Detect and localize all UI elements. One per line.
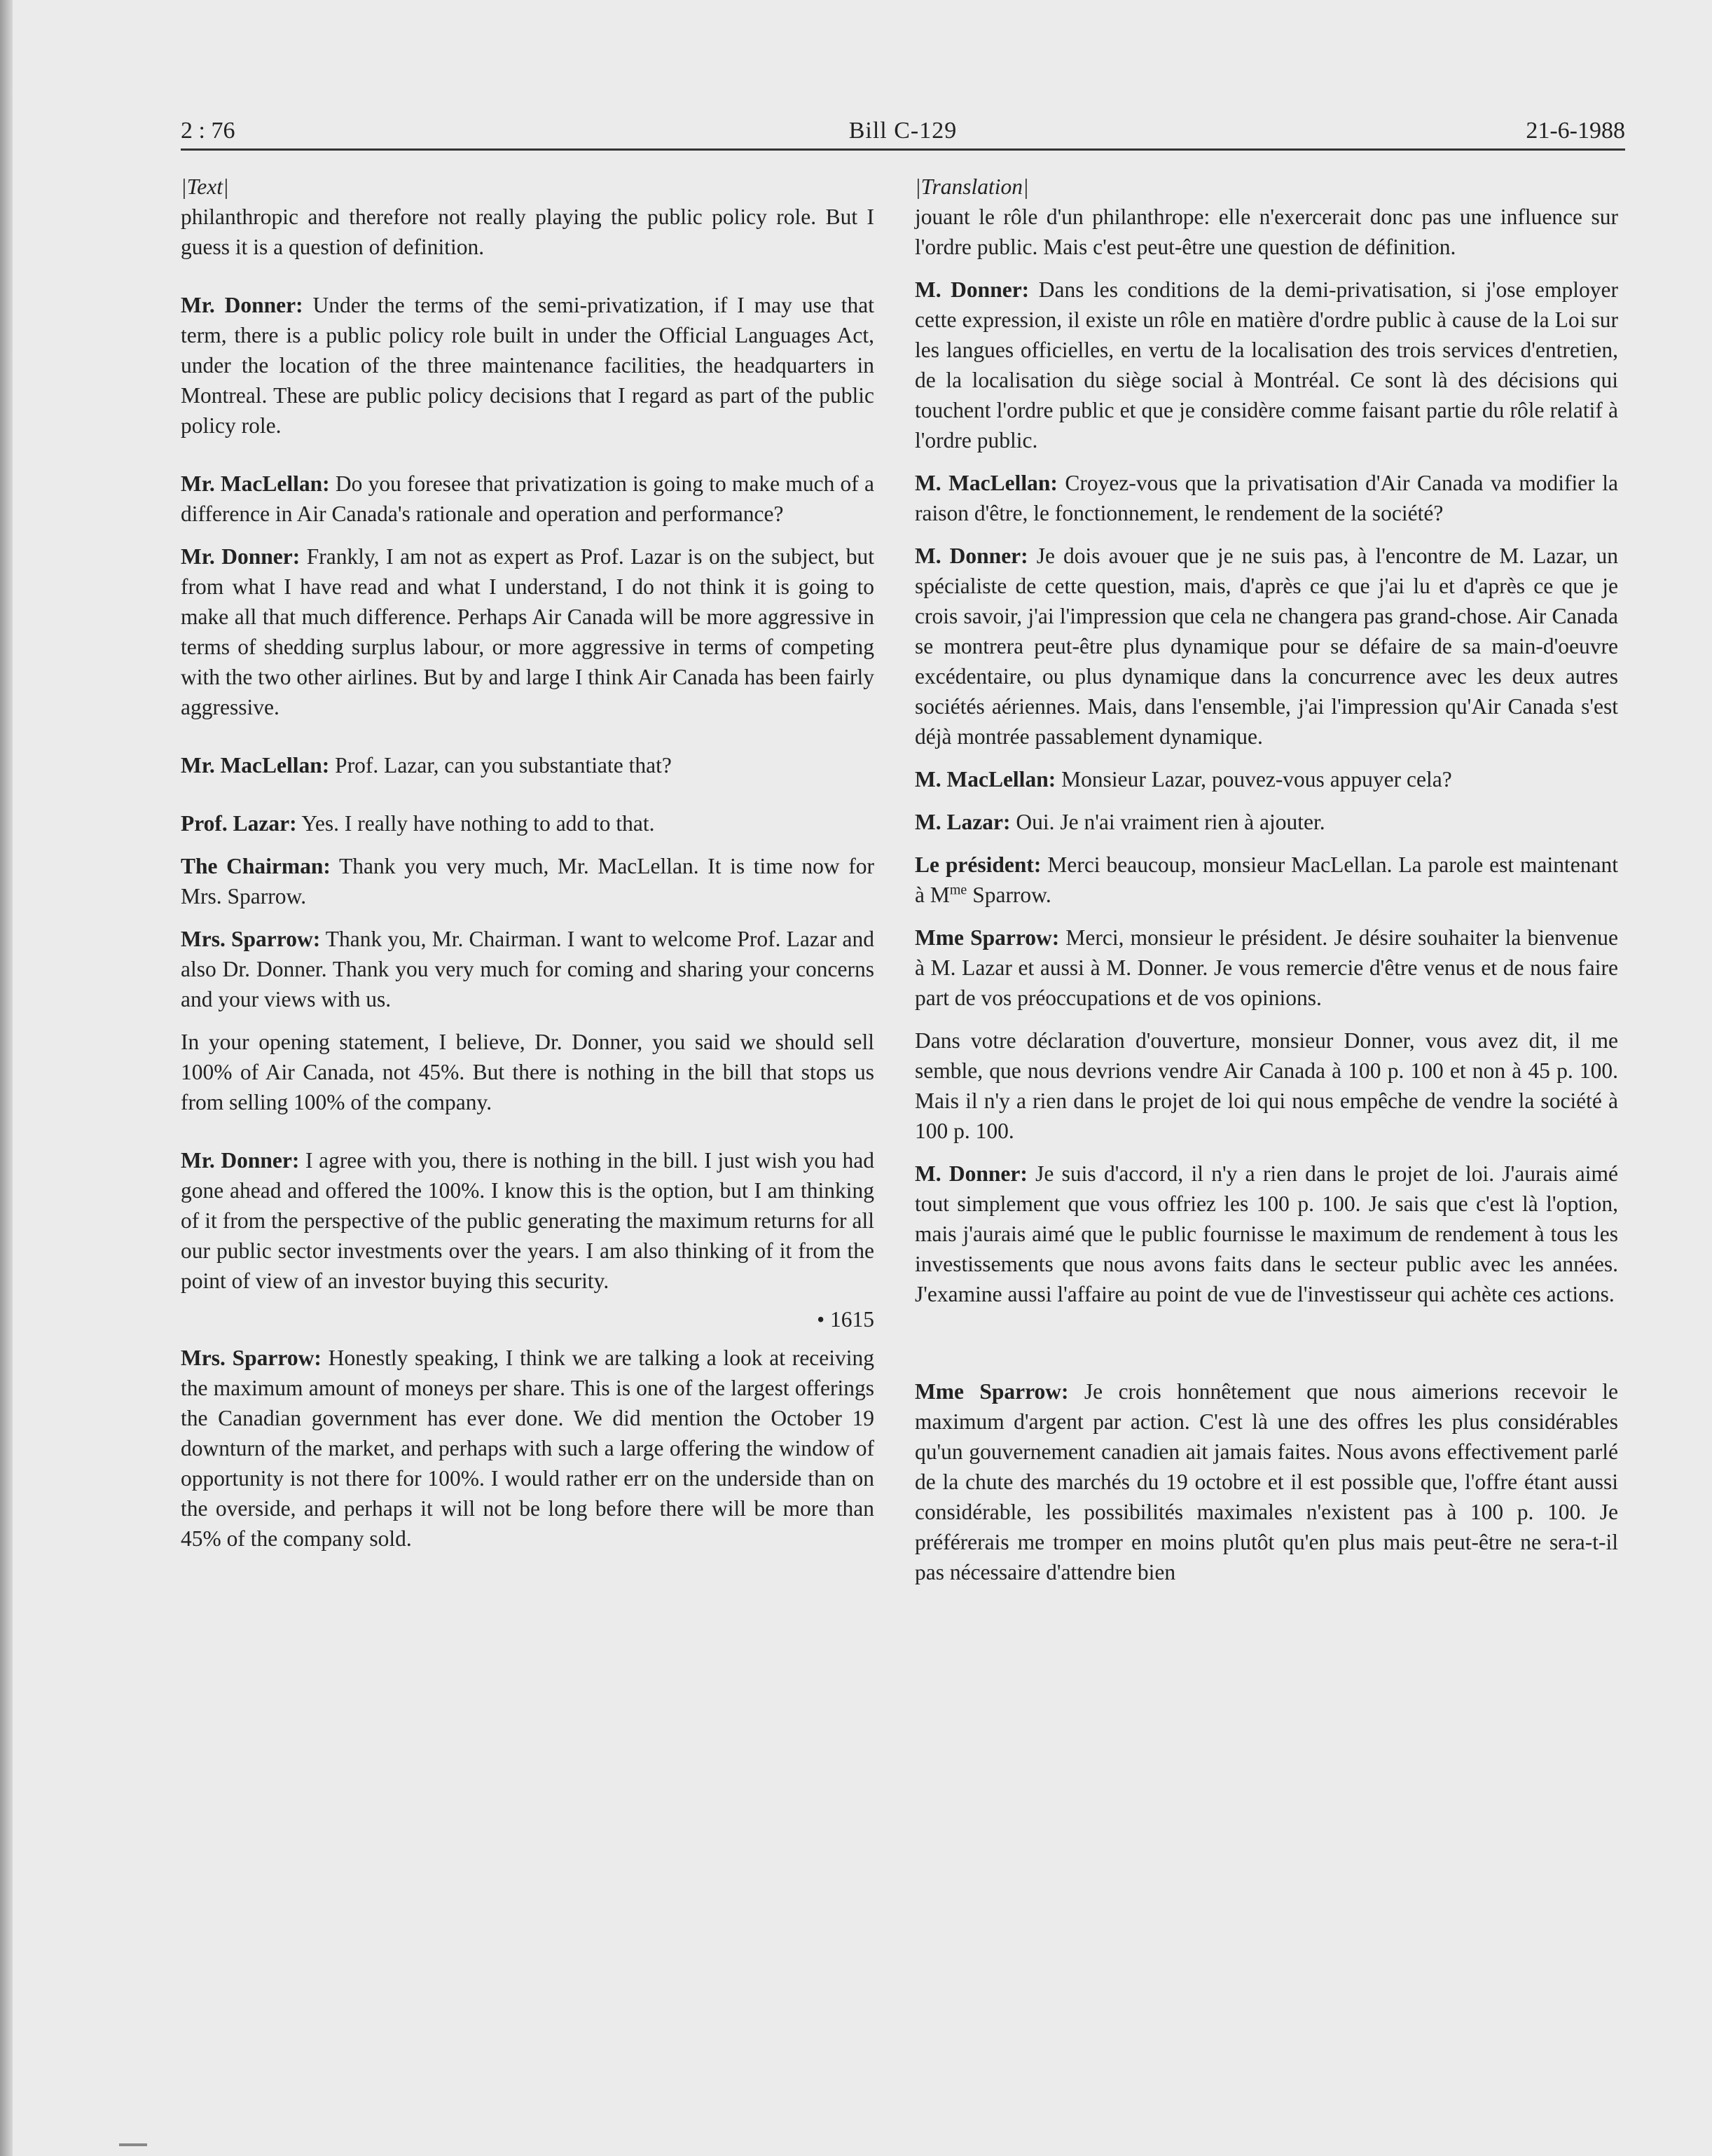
speaker-name: Mr. MacLellan: [181,753,330,778]
speaker-name: Mr. MacLellan: [181,471,330,496]
speaker-name: Mr. Donner: [181,544,301,569]
speaker-name: Prof. Lazar: [181,811,297,836]
paragraph: The Chairman: Thank you very much, Mr. MacLellan. It is time now for Mrs. Sparrow. [181,854,875,908]
speaker-name: Mr. Donner: [181,1148,300,1173]
page-binding-edge [0,0,13,2156]
speaker-name: M. MacLellan: [915,471,1058,495]
speaker-name: M. Donner: [915,1161,1028,1186]
page-edge-mark [119,2143,147,2146]
paragraph: M. MacLellan: Monsieur Lazar, pouvez-vous appuyer cela? [915,767,1452,792]
paragraph: M. MacLellan: Croyez-vous que la privatisation d'Air Canada va modifier la raison d'être, le fonctionnement, le rendement de la société? [915,471,1618,525]
paragraph: Le président: Merci beaucoup, monsieur MacLellan. La parole est maintenant à $M^{me}$ Sparrow. [915,852,1619,907]
speaker-name: Mr. Donner: [181,293,303,317]
speaker-name: M. Donner: [915,544,1028,568]
header-date: 21-6-1988 [1526,118,1625,144]
time-marker: • 1615 [817,1307,874,1332]
speaker-name: Mrs. Sparrow: [181,1346,322,1370]
paragraph: Mr. Donner: Under the terms of the semi-privatization, if I may use that term, there is a public policy role built in under the Official Languages Act, under the location of the three maintenance facilities, the headquarters in Montreal. These are public policy decisions that I regard as part of the public policy role. [181,293,874,438]
paragraph: M. Donner: Je dois avouer que je ne suis pas, à l'encontre de M. Lazar, un spécialiste de cette question, mais, d'après ce que j'ai lu et d'après ce que je crois savoir, j'ai l'impression que cela ne changera pas grand-chose. Air Canada se montrera peut-être plus dynamique pour se défaire de sa main-d'oeuvre excédentaire, ou plus dynamique dans la concurrence avec les deux autres sociétés aériennes. Mais, dans l'ensemble, j'ai l'impression qu'Air Canada s'est déjà montrée passablement dynamique. [915,544,1618,749]
speaker-name: Mrs. Sparrow: [181,927,321,951]
column-label: |Translation| [915,174,1029,199]
bill-title: Bill C-129 [848,118,958,144]
paragraph: Mr. MacLellan: Do you foresee that privatization is going to make much of a difference in Air Canada's rationale and operation and performance? [181,471,874,526]
speaker-name: Mme Sparrow: [915,1379,1069,1404]
speaker-name: The Chairman: [181,854,331,878]
paragraph: Mr. Donner: Frankly, I am not as expert as Prof. Lazar is on the subject, but from what I have read and what I understand, I do not think it is going to make all that much difference. Perhaps Air Canada will be more aggressive in terms of shedding surplus labour, or more aggressive in terms of competing with the two other airlines. But by and large I think Air Canada has been fairly aggressive. [181,544,874,719]
paragraph: Mme Sparrow: Merci, monsieur le président. Je désire souhaiter la bienvenue à M. Lazar et aussi à M. Donner. Je vous remercie d'être venus et de nous faire part de vos préoccupations et de vos opinions. [915,925,1618,1010]
paragraph: M. Donner: Dans les conditions de la demi-privatisation, si j'ose employer cette expression, il existe un rôle en matière d'ordre public à cause de la Loi sur les langues officielles, en vertu de la localisation des trois services d'entretien, de la localisation du siège social à Montréal. Ce sont là des décisions qui touchent l'ordre public et que je considère comme faisant partie du rôle relatif à l'ordre public. [915,277,1618,452]
paragraph: Mrs. Sparrow: Honestly speaking, I think we are talking a look at receiving the maximum amount of moneys per share. This is one of the largest offerings the Canadian government has ever done. We did mention the October 19 downturn of the market, and perhaps with such a large offering the window of opportunity is not there for 100%. I would rather err on the underside than on the overside, and perhaps it will not be long before there will be more than 45% of the company sold. [181,1346,875,1551]
paragraph: Prof. Lazar: Yes. I really have nothing to add to that. [181,811,655,836]
page-header [181,118,1625,153]
paragraph: Mr. Donner: I agree with you, there is nothing in the bill. I just wish you had gone ahead and offered the 100%. I know this is the option, but I am thinking of it from the perspective of the public generating the maximum returns for all our public sector investments over the years. I am also thinking of it from the point of view of an investor buying this security. [181,1148,875,1293]
speaker-name: M. Donner: [915,277,1030,302]
paragraph: Mrs. Sparrow: Thank you, Mr. Chairman. I want to welcome Prof. Lazar and also Dr. Donner. Thank you very much for coming and sharing your concerns and your views with us. [181,927,875,1011]
french-column [915,172,1618,1587]
paragraph: philanthropic and therefore not really playing the public policy role. But I guess it is a question of definition. [181,205,874,259]
column-label: |Text| [181,174,229,199]
paragraph: Dans votre déclaration d'ouverture, monsieur Donner, vous avez dit, il me semble, que nous devrions vendre Air Canada à 100 p. 100 et non à 45 p. 100. Mais il n'y a rien dans le projet de loi qui nous empêche de vendre la société à 100 p. 100. [915,1028,1618,1143]
paragraph: M. Donner: Je suis d'accord, il n'y a rien dans le projet de loi. J'aurais aimé tout simplement que vous offriez les 100 p. 100. Je sais que c'est là l'option, mais j'aurais aimé que le public fournisse le maximum de rendement à tous les investissements que nous avons faits dans le secteur public avec les années. J'examine aussi l'affaire au point de vue de l'investisseur qui achète ces actions. [915,1161,1618,1306]
page-number: 2 : 76 [181,118,235,144]
paragraph: jouant le rôle d'un philanthrope: elle n'exercerait donc pas une influence sur l'ordre public. Mais c'est peut-être une question de définition. [915,205,1618,259]
header-rule [181,148,1625,151]
paragraph: Mme Sparrow: Je crois honnêtement que nous aimerions recevoir le maximum d'argent par action. C'est là une des offres les plus considérables qu'un gouvernement canadien ait jamais faites. Nous avons effectivement parlé de la chute des marchés du 19 octobre et il est possible que, l'offre étant aussi considérable, les possibilités maximales n'existent pas à 100 p. 100. Je préférerais me tromper en moins plutôt qu'en plus mais peut-être ne sera-t-il pas nécessaire d'attendre bien [915,1379,1618,1584]
paragraph: Mr. MacLellan: Prof. Lazar, can you substantiate that? [181,753,672,778]
speaker-name: M. Lazar: [915,810,1011,834]
speaker-name: M. MacLellan: [915,767,1056,792]
speaker-name: Mme Sparrow: [915,925,1060,950]
speaker-name: Le président: [915,852,1042,877]
paragraph: M. Lazar: Oui. Je n'ai vraiment rien à ajouter. [915,810,1325,834]
english-column [181,172,874,1554]
paragraph: In your opening statement, I believe, Dr. Donner, you said we should sell 100% of Air Canada, not 45%. But there is nothing in the bill that stops us from selling 100% of the company. [181,1030,874,1114]
